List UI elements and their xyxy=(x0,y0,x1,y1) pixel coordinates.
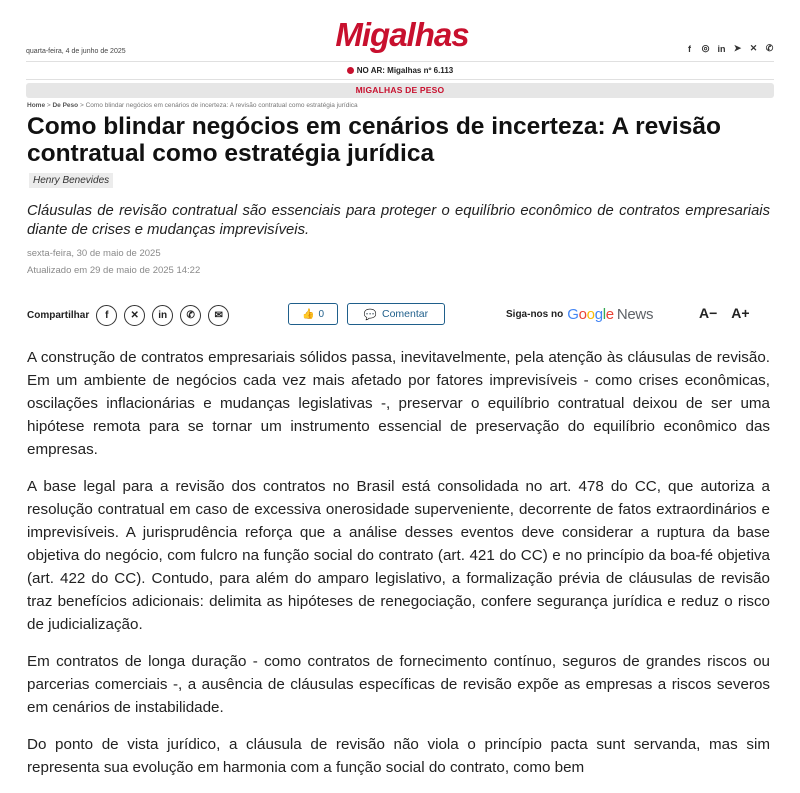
share-x-icon[interactable]: ✕ xyxy=(124,305,145,326)
social-links xyxy=(685,43,774,54)
telegram-icon[interactable]: ➤ xyxy=(733,43,742,53)
breadcrumb-category[interactable]: De Peso xyxy=(52,102,79,109)
share-linkedin-icon[interactable]: in xyxy=(152,305,173,326)
comment-button[interactable] xyxy=(347,303,445,325)
updated-date: Atualizado em 29 de maio de 2025 14:22 xyxy=(27,265,201,276)
share-label: Compartilhar xyxy=(27,309,90,321)
live-edition-label: NO AR: Migalhas nº 6.113 xyxy=(356,66,454,75)
breadcrumb-separator: > xyxy=(46,102,51,109)
article-title: Como blindar negócios em cenários de incerteza: A revisão contratual como estratégia jurídica xyxy=(27,113,721,167)
author-tag[interactable]: Henry Benevides xyxy=(29,173,113,188)
like-button[interactable] xyxy=(288,303,338,325)
breadcrumb-current: Como blindar negócios em cenários de incerteza: A revisão contratual como estratégia jurídica xyxy=(85,102,358,109)
logo-text: Migalhas xyxy=(335,16,469,53)
share-whatsapp-icon[interactable]: ✆ xyxy=(180,305,201,326)
google-news-logo xyxy=(567,306,653,323)
follow-google-news[interactable] xyxy=(506,306,653,323)
thumbs-up-icon: 👍 xyxy=(301,308,315,320)
comment-label: Comentar xyxy=(381,308,429,320)
current-date: quarta-feira, 4 de junho de 2025 xyxy=(26,48,126,55)
share-bar xyxy=(27,303,229,327)
share-facebook-icon[interactable]: f xyxy=(96,305,117,326)
site-header xyxy=(26,0,774,62)
linkedin-icon[interactable]: in xyxy=(717,43,726,54)
news-word: News xyxy=(616,306,654,323)
comment-icon: 💬 xyxy=(363,308,377,321)
header-divider-2 xyxy=(26,79,774,80)
font-size-controls xyxy=(699,305,750,321)
breadcrumb-home[interactable]: Home xyxy=(27,102,46,109)
x-icon[interactable]: ✕ xyxy=(749,43,758,53)
article-paragraph: A base legal para a revisão dos contratos no Brasil está consolidada no art. 478 do CC, que autoriza a resolução contratual em caso de excessiva onerosidade superveniente, decorrente de fatos extraordinários e imprevisíveis. A jurisprudência reforça que a análise desses eventos deve considerar a ruptura da base objetiva do negócio, com fulcro na função social do contrato (art. 421 do CC) e no princípio da boa-fé objetiva (art. 422 do CC). Contudo, para além do amparo legislativo, a formalização prévia de cláusulas de revisão traz benefícios adicionais: delimita as hipóteses de renegociação, confere segurança jurídica e reduz o risco de judicialização. xyxy=(27,478,770,633)
google-word: Google xyxy=(567,306,614,323)
article-paragraph: Do ponto de vista jurídico, a cláusula de revisão não viola o princípio pacta sunt servanda, mas sim representa sua evolução em harmonia com a função social do contrato, como bem xyxy=(27,736,770,776)
section-banner[interactable]: MIGALHAS DE PESO xyxy=(26,83,774,98)
header-divider xyxy=(26,61,774,62)
migalhas-logo[interactable] xyxy=(332,12,472,56)
article-body xyxy=(27,346,770,793)
article-paragraph: A construção de contratos empresariais sólidos passa, inevitavelmente, pela atenção às cláusulas de revisão. Em um ambiente de negócios cada vez mais afetado por fatores imprevisíveis - como crises econômicas, oscilações inflacionárias e mudanças legislativas -, preservar o equilíbrio contratual deixou de ser uma hipótese remota para se tornar um instrumento essencial de preservação do equilíbrio econômico das empresas. xyxy=(27,349,770,458)
breadcrumb xyxy=(27,102,358,109)
font-decrease-button[interactable]: A− xyxy=(699,305,718,321)
whatsapp-icon[interactable]: ✆ xyxy=(765,43,774,53)
share-email-icon[interactable]: ✉ xyxy=(208,305,229,326)
live-dot-icon xyxy=(347,67,354,74)
article-lead: Cláusulas de revisão contratual são essenciais para proteger o equilíbrio econômico de contratos empresariais diante de crises e mudanças imprevisíveis. xyxy=(27,203,770,238)
like-count: 0 xyxy=(318,308,324,320)
breadcrumb-separator: > xyxy=(79,102,84,109)
font-increase-button[interactable]: A+ xyxy=(731,305,750,321)
article-paragraph: Em contratos de longa duração - como contratos de fornecimento contínuo, seguros de grandes riscos ou parcerias comerciais -, a ausência de cláusulas específicas de revisão expõe as empresas a riscos severos em cenários de instabilidade. xyxy=(27,653,770,716)
publish-date: sexta-feira, 30 de maio de 2025 xyxy=(27,248,161,259)
facebook-icon[interactable]: f xyxy=(688,43,691,54)
live-edition[interactable] xyxy=(0,66,800,75)
follow-label: Siga-nos no xyxy=(506,309,564,320)
instagram-icon[interactable]: ◎ xyxy=(701,43,710,53)
